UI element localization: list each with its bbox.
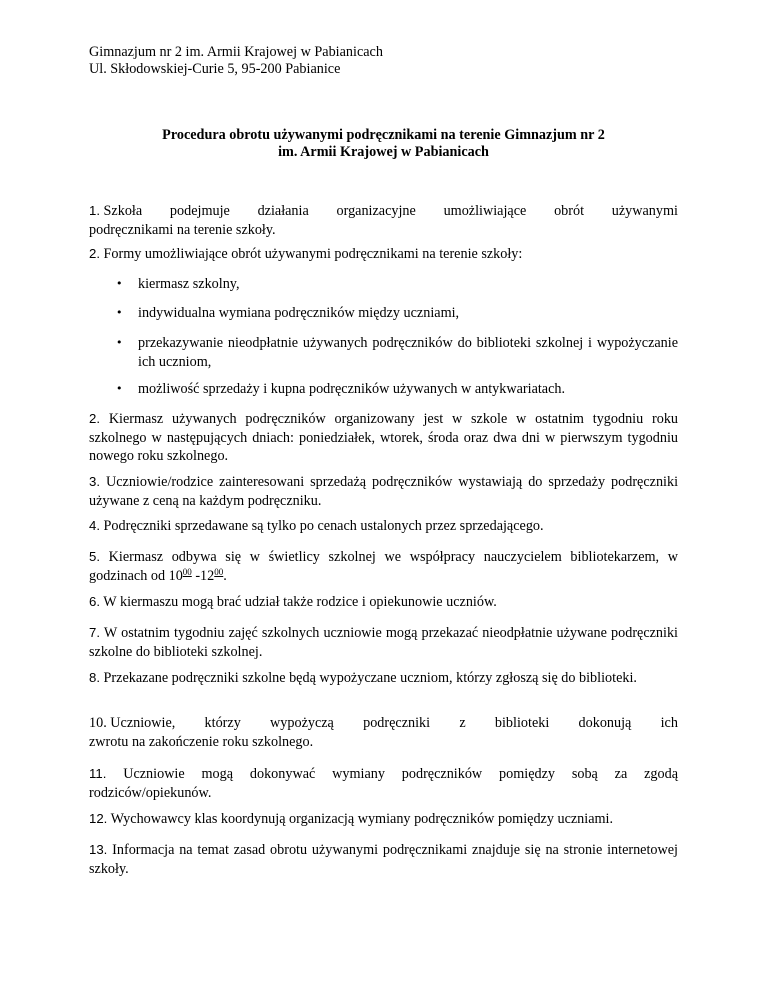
paragraph-10-line-1: 10. Uczniowie, którzy wypożyczą podręczniki z biblioteki dokonują ich: [89, 715, 678, 731]
list-item: • przekazywanie nieodpłatnie używanych podręczników do biblioteki szkolnej i wypożyczanie ich uczniom,: [116, 335, 678, 370]
paragraph-number: 2.: [89, 411, 100, 426]
bullet-icon: •: [116, 336, 123, 349]
list-item: • indywidualna wymiana podręczników między uczniami,: [116, 305, 460, 321]
paragraph-9: 8. Przekazane podręczniki szkolne będą wypożyczane uczniom, którzy zgłoszą się do biblioteki.: [89, 670, 637, 686]
paragraph-number: 12.: [89, 811, 108, 826]
paragraph-number: 6.: [89, 594, 100, 609]
paragraph-number: 13.: [89, 842, 108, 857]
paragraph-number: 4.: [89, 518, 100, 533]
list-item: • kiermasz szkolny,: [116, 276, 240, 292]
paragraph-1: [89, 202, 678, 239]
paragraph-12: 12. Wychowawcy klas koordynują organizacją wymiany podręczników pomiędzy uczniami.: [89, 811, 614, 827]
paragraph-number: 11.: [89, 766, 107, 781]
paragraph-number: 8.: [89, 670, 100, 685]
paragraph-2: 2. Formy umożliwiające obrót używanymi podręcznikami na terenie szkoły:: [89, 246, 523, 262]
paragraph-8: 7. W ostatnim tygodniu zajęć szkolnych uczniowie mogą przekazać nieodpłatnie używane podręczniki szkolne do biblioteki szkolnej.: [89, 625, 679, 660]
bullet-icon: •: [116, 277, 123, 290]
paragraph-number: 1.: [89, 203, 100, 218]
paragraph-number: 7.: [89, 625, 100, 640]
school-address: Ul. Skłodowskiej-Curie 5, 95-200 Pabianice: [89, 61, 341, 77]
bullet-icon: •: [116, 306, 123, 319]
paragraph-11: 11. Uczniowie mogą dokonywać wymiany podręczników pomiędzy sobą za zgodą rodziców/opiekunów.: [89, 766, 679, 801]
list-item: • możliwość sprzedaży i kupna podręczników używanych w antykwariatach.: [116, 381, 566, 397]
paragraph-13: 13. Informacja na temat zasad obrotu używanymi podręcznikami znajduje się na stronie internetowej szkoły.: [89, 842, 678, 877]
school-name: Gimnazjum nr 2 im. Armii Krajowej w Pabianicach: [89, 44, 383, 60]
paragraph-6: 5. Kiermasz odbywa się w świetlicy szkolnej we współpracy nauczycielem bibliotekarzem, w godzinach od $10^{00}$ $-12^{00}$.: [89, 549, 678, 584]
document-title-line-2: im. Armii Krajowej w Pabianicach: [278, 144, 489, 160]
paragraph-1-line-1: 1. Szkoła podejmuje działania organizacyjne umożliwiające obrót używanymi: [89, 203, 678, 219]
paragraph-5: 4. Podręczniki sprzedawane są tylko po cenach ustalonych przez sprzedającego.: [89, 518, 544, 534]
paragraph-1-line-2: podręcznikami na terenie szkoły.: [89, 221, 276, 238]
bullet-icon: •: [116, 382, 123, 395]
paragraph-10-line-2: zwrotu na zakończenie roku szkolnego.: [89, 733, 314, 750]
paragraph-10: [89, 714, 678, 751]
paragraph-number: 3.: [89, 474, 100, 489]
paragraph-3: 2. Kiermasz używanych podręczników organizowany jest w szkole w ostatnim tygodniu roku szkolnego w następujących dniach: poniedziałek, wtorek, środa oraz dwa dni w pierwszym tygodniu nowego roku szkolnego.: [89, 411, 679, 464]
paragraph-number: 2.: [89, 246, 100, 261]
paragraph-7: 6. W kiermaszu mogą brać udział także rodzice i opiekunowie uczniów.: [89, 594, 497, 610]
paragraph-number: 5.: [89, 549, 100, 564]
document-title-line-1: Procedura obrotu używanymi podręcznikami na terenie Gimnazjum nr 2: [162, 127, 605, 143]
paragraph-4: 3. Uczniowie/rodzice zainteresowani sprzedażą podręczników wystawiają do sprzedaży podręczniki używane z ceną na każdym podręczniku.: [89, 474, 679, 509]
